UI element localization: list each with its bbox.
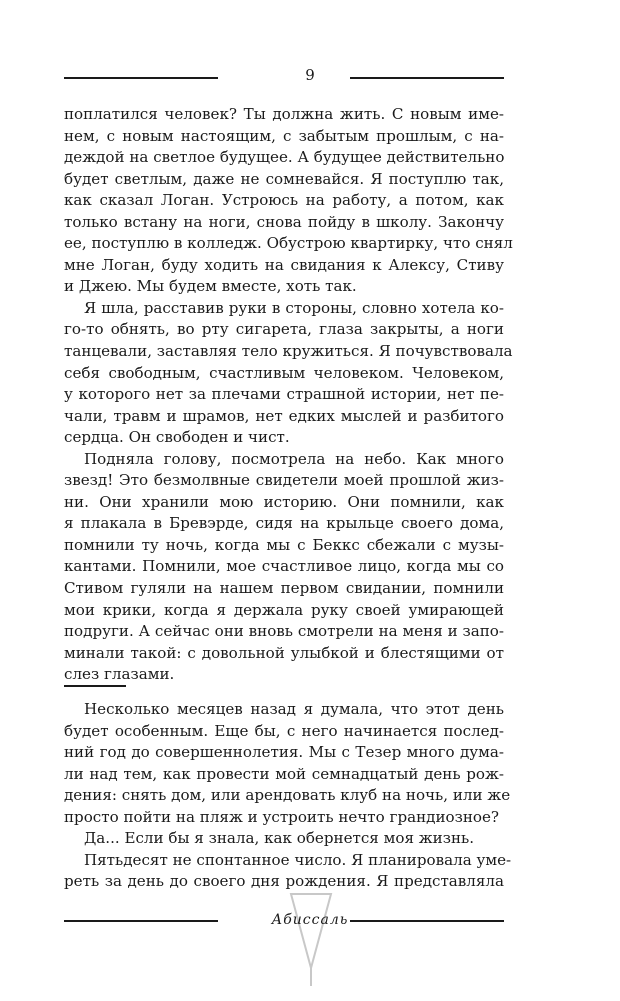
book-title: Абиссаль	[271, 912, 349, 928]
paragraph-start-line: Да... Если бы я знала, как обернется моя жизнь.	[84, 829, 475, 848]
text-line: минали такой: с довольной улыбкой и блестящими от	[64, 643, 504, 662]
text-line: будет светлым, даже не сомневайся. Я поступлю так,	[64, 169, 504, 188]
text-line: помнили ту ночь, когда мы с Беккс сбежали с музы-	[64, 535, 504, 554]
section-divider	[64, 685, 126, 687]
text-line: дения: снять дом, или арендовать клуб на ночь, или же	[64, 786, 511, 805]
text-line: слез глазами.	[64, 665, 175, 684]
text-line: ний год до совершеннолетия. Мы с Тезер много дума-	[64, 743, 504, 762]
text-line: нем, с новым настоящим, с забытым прошлым, с на-	[64, 126, 504, 145]
text-line: ли над тем, как провести мой семнадцатый день рож-	[64, 764, 504, 783]
text-line: поплатился человек? Ты должна жить. С новым име-	[64, 105, 504, 123]
text-line: кантами. Помнили, мое счастливое лицо, когда мы со	[64, 557, 504, 576]
text-line: как сказал Логан. Устроюсь на работу, а потом, как	[64, 191, 504, 210]
text-line: ее, поступлю в колледж. Обустрою квартирку, что снял	[64, 234, 513, 253]
paragraph-start-line: Я шла, расставив руки в стороны, словно хотела ко-	[84, 298, 504, 317]
text-line: себя свободным, счастливым человеком. Человеком,	[64, 363, 504, 382]
text-line: будет особенным. Еще бы, с него начинается послед-	[64, 721, 504, 740]
text-line: просто пойти на пляж и устроить нечто грандиозное?	[64, 807, 500, 826]
text-line: реть за день до своего дня рождения. Я представляла	[64, 872, 504, 891]
text-line: у которого нет за плечами страшной истории, нет пе-	[64, 385, 504, 404]
text-line: танцевали, заставляя тело кружиться. Я почувствовала	[64, 342, 513, 361]
section-2-text	[64, 699, 512, 893]
section-1-text	[64, 104, 513, 686]
text-line: ни. Они хранили мою историю. Они помнили, как	[64, 492, 504, 511]
paragraph-start-line: Подняла голову, посмотрела на небо. Как много	[84, 449, 504, 468]
text-line: го-то обнять, во рту сигарета, глаза закрыты, а ноги	[64, 320, 504, 339]
paragraph-start-line: Пятьдесят не спонтанное число. Я планировала уме-	[84, 850, 512, 869]
page-number: 9	[305, 66, 315, 84]
text-line: подруги. А сейчас они вновь смотрели на меня и запо-	[64, 622, 504, 641]
text-line: мне Логан, буду ходить на свидания к Алексу, Стиву	[64, 255, 504, 274]
triangle-v-logo-icon	[287, 890, 335, 990]
text-line: деждой на светлое будущее. А будущее действительно	[64, 148, 505, 167]
text-line: мои крики, когда я держала руку своей умирающей	[64, 600, 504, 619]
header-rule-right	[350, 77, 504, 79]
text-line: Стивом гуляли на нашем первом свидании, помнили	[64, 579, 504, 598]
text-line: сердца. Он свободен и чист.	[64, 428, 290, 447]
text-line: только встану на ноги, снова пойду в школу. Закончу	[64, 212, 504, 231]
text-line: и Джею. Мы будем вместе, хоть так.	[64, 277, 357, 296]
text-line: я плакала в Бревэрде, сидя на крыльце своего дома,	[64, 514, 504, 533]
text-line: чали, травм и шрамов, нет едких мыслей и разбитого	[64, 406, 504, 425]
text-line: звезд! Это безмолвные свидетели моей прошлой жиз-	[64, 471, 504, 490]
paragraph-start-line: Несколько месяцев назад я думала, что этот день	[84, 700, 504, 718]
